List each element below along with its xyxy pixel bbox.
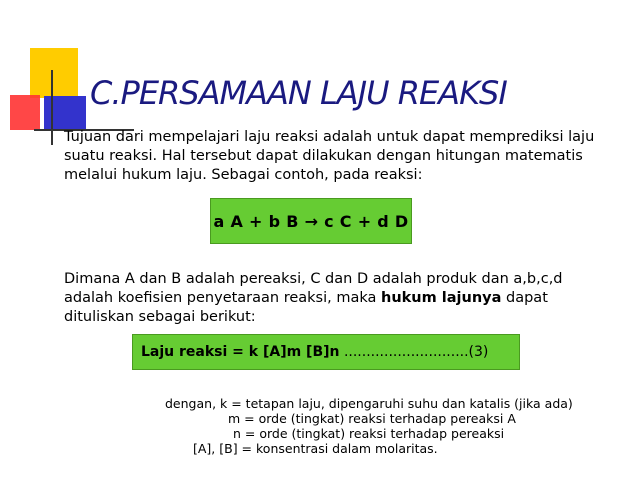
decor-vertical-line (51, 70, 53, 145)
explanation-paragraph (64, 270, 604, 327)
definition-m: m = orde (tingkat) reaksi terhadap pereaksi A (228, 411, 516, 426)
reaction-equation: a A + b B → c C + d D (213, 211, 409, 231)
decor-yellow-square (30, 48, 78, 98)
definition-n: n = orde (tingkat) reaksi terhadap pereaksi (233, 426, 505, 441)
rate-law-formula: Laju reaksi = k [A]m [B]n (141, 344, 340, 360)
slide-title: C.PERSAMAAN LAJU REAKSI (90, 74, 507, 112)
definition-k: dengan, k = tetapan laju, dipengaruhi suhu dan katalis (jika ada) (165, 396, 573, 411)
explanation-bold-term: hukum lajunya (381, 290, 502, 306)
equation-box (210, 198, 412, 244)
intro-paragraph: Tujuan dari mempelajari laju reaksi adalah untuk dapat memprediksi laju suatu reaksi. Hal tersebut dapat dilakukan dengan hitungan matematis melalui hukum laju. Sebagai contoh, pada reaksi: (64, 129, 595, 183)
decor-red-square (10, 95, 40, 130)
explanation-text-end: dapat dituliskan sebagai berikut: (64, 290, 548, 325)
rate-law-number: ............................(3) (339, 344, 489, 360)
explanation-text-start: Dimana A dan B adalah pereaksi, C dan D adalah produk dan a,b,c,d adalah koefisien penyetaraan reaksi, maka (64, 271, 563, 306)
rate-law-box (132, 334, 520, 370)
definition-concentration: [A], [B] = konsentrasi dalam molaritas. (193, 441, 438, 456)
